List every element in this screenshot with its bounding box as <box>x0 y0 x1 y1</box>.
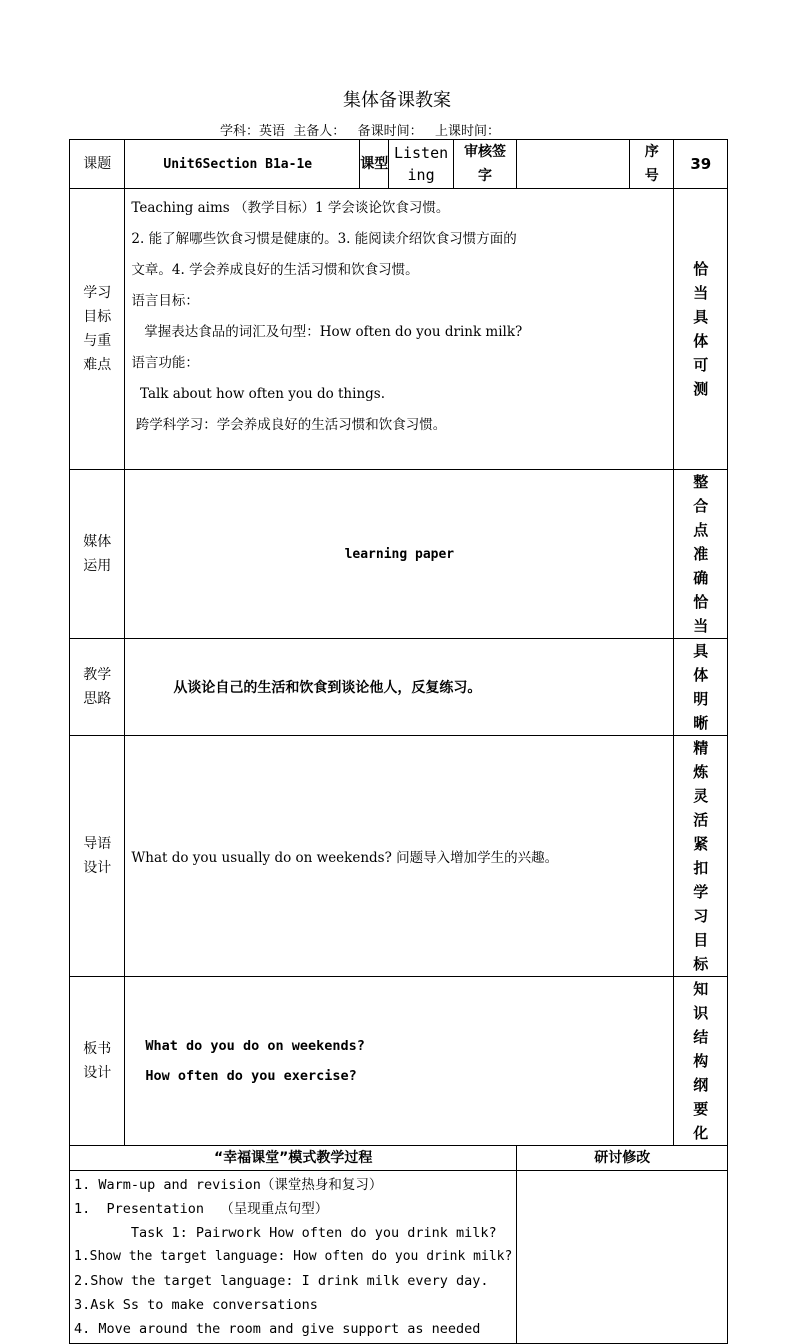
review-signature-label: 审核签字 <box>453 140 517 189</box>
process-content <box>70 1171 517 1344</box>
process-line: 2.Show the target language: I drink milk every day. <box>74 1273 489 1289</box>
review-signature-value <box>517 140 630 189</box>
goals-line: 语言功能： <box>131 355 199 371</box>
process-line: 1.Show the target language: How often do you drink milk? <box>74 1249 513 1264</box>
intro-content: What do you usually do on weekends? 问题导入增加学生的兴趣。 <box>125 736 674 977</box>
intro-label: 导语设计 <box>70 736 125 977</box>
process-line: 3.Ask Ss to make conversations <box>74 1297 318 1313</box>
goals-line: 2. 能了解哪些饮食习惯是健康的。3. 能阅读介绍饮食习惯方面的 <box>131 231 517 247</box>
thinking-content: 从谈论自己的生活和饮食到谈论他人，反复练习。 <box>125 639 674 736</box>
board-label: 板书设计 <box>70 977 125 1146</box>
media-note: 整合点准确恰当 <box>674 470 728 639</box>
lesson-type-value: Listening <box>389 140 453 189</box>
media-content: learning paper <box>125 470 674 639</box>
topic-value: Unit6Section B1a-1e <box>125 140 360 189</box>
sequence-label: 序号 <box>630 140 674 189</box>
board-line: What do you do on weekends? <box>145 1038 365 1054</box>
goals-note: 恰当具体可测 <box>674 189 728 470</box>
process-line: Task 1: Pairwork How often do you drink milk? <box>74 1225 497 1241</box>
goals-line: Teaching aims （教学目标）1 学会谈论饮食习惯。 <box>131 200 450 216</box>
goals-label: 学习目标与重难点 <box>70 189 125 470</box>
goals-line: 掌握表达食品的词汇及句型：How often do you drink milk? <box>131 324 523 340</box>
revision-content <box>517 1171 728 1344</box>
board-note: 知识结构纲要化 <box>674 977 728 1146</box>
process-line: 4. Move around the room and give support as needed <box>74 1321 481 1337</box>
thinking-note: 具体明晰 <box>674 639 728 736</box>
process-line: 1. Presentation （呈现重点句型） <box>74 1201 329 1217</box>
goals-line: 语言目标： <box>131 293 199 309</box>
board-content <box>125 977 674 1146</box>
process-heading: “幸福课堂”模式教学过程 <box>70 1146 517 1171</box>
lesson-plan-table <box>69 139 728 1344</box>
topic-label: 课题 <box>70 140 125 189</box>
document-title: 集体备课教案 <box>343 90 451 111</box>
board-line: How often do you exercise? <box>145 1068 357 1084</box>
lesson-type-label: 课型 <box>360 140 389 189</box>
goals-line: 跨学科学习：学会养成良好的生活习惯和饮食习惯。 <box>131 417 447 433</box>
intro-note: 精炼灵活紧扣学习目标 <box>674 736 728 977</box>
goals-content <box>125 189 674 470</box>
process-line: 1. Warm-up and revision（课堂热身和复习） <box>74 1177 383 1193</box>
revision-heading: 研讨修改 <box>517 1146 728 1171</box>
document-subtitle: 学科：英语 主备人： 备课时间： 上课时间： <box>220 124 501 139</box>
goals-line: 文章。4. 学会养成良好的生活习惯和饮食习惯。 <box>131 262 419 278</box>
media-label: 媒体运用 <box>70 470 125 639</box>
sequence-value: 39 <box>674 140 728 189</box>
thinking-label: 教学思路 <box>70 639 125 736</box>
goals-line: Talk about how often you do things. <box>131 386 385 402</box>
